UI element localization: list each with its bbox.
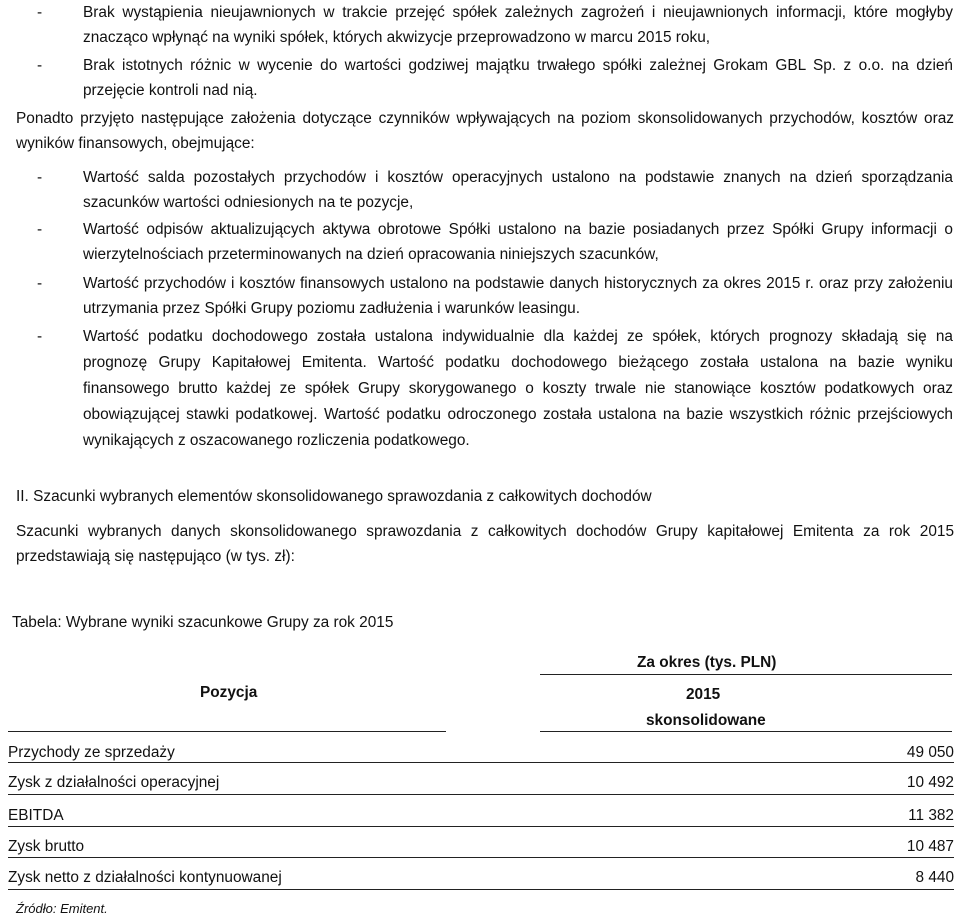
bullet-item — [37, 0, 953, 50]
bullet-dash: - — [37, 169, 43, 186]
table-source: Źródło: Emitent. — [16, 901, 108, 916]
bullet-text: Brak istotnych różnic w wycenie do wartości godziwej majątku trwałego spółki zależnej Grokam GBL Sp. z o.o. na dzień przejęcie kontroli nad nią. — [83, 57, 953, 99]
row-label: Zysk netto z działalności kontynuowanej — [8, 869, 282, 886]
row-value: 11 382 — [908, 807, 954, 824]
bullet-dash: - — [37, 221, 43, 238]
bullet-dash: - — [37, 57, 43, 74]
table-row — [8, 803, 954, 827]
table-row — [8, 740, 954, 764]
header-rule — [8, 731, 446, 732]
row-rule — [8, 857, 954, 858]
bullet-text: Wartość salda pozostałych przychodów i kosztów operacyjnych ustalono na podstawie znanych na dzień sporządzania szacunków wartości odniesionych na te pozycje, — [83, 169, 953, 211]
table-column-header-position: Pozycja — [200, 684, 258, 701]
paragraph-assumptions: Ponadto przyjęto następujące założenia dotyczące czynników wpływających na poziom skonsolidowanych przychodów, kosztów oraz wyników finansowych, obejmujące: — [16, 110, 954, 152]
row-value: 10 492 — [906, 774, 954, 791]
row-rule — [8, 889, 954, 890]
header-rule — [540, 674, 952, 675]
row-label: Zysk brutto — [8, 838, 85, 855]
table-year-header: 2015 — [686, 686, 721, 703]
table-period-header: Za okres (tys. PLN) — [637, 654, 777, 671]
bullet-dash: - — [37, 275, 43, 292]
bullet-dash: - — [37, 4, 43, 21]
bullet-text: Wartość odpisów aktualizujących aktywa obrotowe Spółki ustalono na bazie posiadanych przez Spółki Grupy informacji o wierzytelnościach przeterminowanych na dzień opracowania niniejszych szacunków, — [83, 221, 953, 263]
bullet-text: Wartość podatku dochodowego została ustalona indywidualnie dla każdej ze spółek, których prognozy składają się na prognozę Grupy Kapitałowej Emitenta. Wartość podatku dochodowego bieżącego została ustalona na bazie wyniku finansowego brutto każdej ze spółek Grupy skorygowanego o koszty trwale nie stanowiące kosztów podatkowych oraz obowiązującej stawki podatkowej. Wartość podatku odroczonego została ustalona na bazie wszystkich różnic przejściowych wynikających z oszacowanego rozliczenia podatkowego. — [83, 328, 953, 449]
row-value: 8 440 — [915, 869, 954, 886]
row-value: 49 050 — [906, 744, 954, 761]
bullet-item — [37, 324, 953, 454]
table-basis-header: skonsolidowane — [646, 712, 766, 729]
bullet-item — [37, 217, 953, 267]
table-row — [8, 770, 954, 794]
bullet-item — [37, 165, 953, 215]
row-label: Zysk z działalności operacyjnej — [8, 774, 220, 791]
table-row — [8, 865, 954, 889]
row-value: 10 487 — [906, 838, 954, 855]
bullet-text: Brak wystąpienia nieujawnionych w trakcie przejęć spółek zależnych zagrożeń i nieujawnionych informacji, które mogłyby znacząco wpłynąć na wyniki spółek, których akwizycje przeprowadzono w marcu 2015 roku, — [83, 4, 953, 46]
paragraph-estimates: Szacunki wybranych danych skonsolidowanego sprawozdania z całkowitych dochodów Grupy kapitałowej Emitenta za rok 2015 przedstawiają się następująco (w tys. zł): — [16, 523, 954, 565]
row-rule — [8, 826, 954, 827]
bullet-text: Wartość przychodów i kosztów finansowych ustalono na podstawie danych historycznych za okres 2015 r. oraz przy założeniu utrzymania przez Spółki Grupy poziomu zadłużenia i warunków leasingu. — [83, 275, 953, 317]
header-rule — [540, 731, 952, 732]
section-heading: II. Szacunki wybranych elementów skonsolidowanego sprawozdania z całkowitych dochodów — [16, 488, 652, 505]
table-caption: Tabela: Wybrane wyniki szacunkowe Grupy za rok 2015 — [12, 614, 394, 631]
table-row — [8, 834, 954, 858]
row-label: EBITDA — [8, 807, 64, 824]
row-rule — [8, 762, 954, 763]
bullet-item — [37, 53, 953, 103]
bullet-item — [37, 271, 953, 321]
bullet-dash: - — [37, 328, 43, 345]
row-label: Przychody ze sprzedaży — [8, 744, 175, 761]
row-rule — [8, 794, 954, 795]
